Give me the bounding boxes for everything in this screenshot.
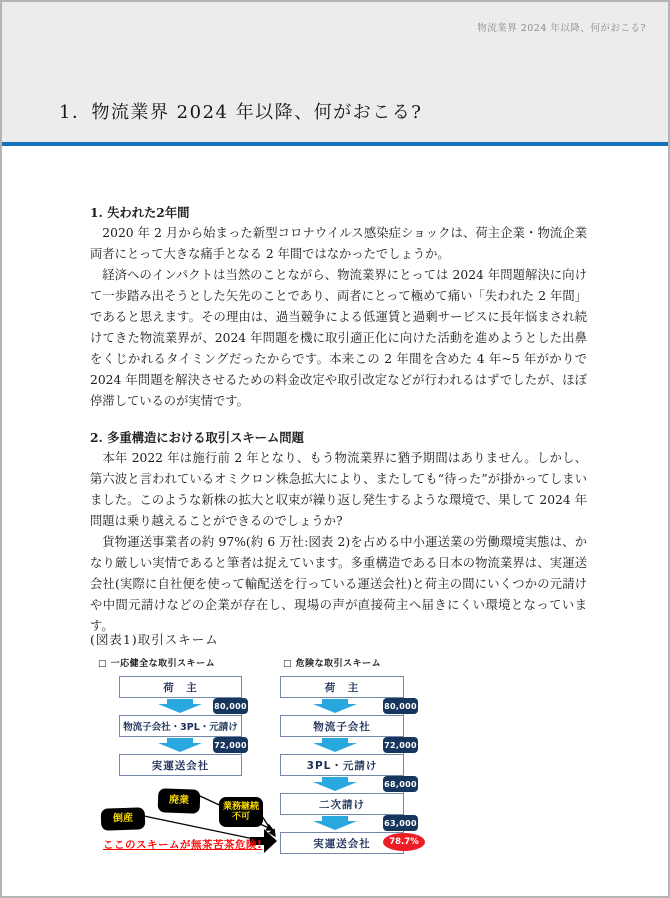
transaction-scheme-diagram [2, 2, 670, 898]
amount-badge: 80,000 [213, 698, 248, 714]
risk-badge-bankruptcy: 倒産 [101, 807, 146, 831]
left-node-shipper: 荷 主 [119, 676, 242, 698]
right-node-shipper: 荷 主 [280, 676, 404, 698]
down-arrow-icon [313, 777, 357, 791]
right-node-3pl-prime: 3PL・元請け [280, 754, 404, 776]
down-arrow-icon [313, 699, 357, 713]
amount-badge: 68,000 [383, 776, 418, 792]
section-2-heading: 2. 多重構造における取引スキーム問題 [90, 430, 304, 445]
down-arrow-icon [158, 699, 202, 713]
section-1-paragraph: 2020 年 2 月から始まった新型コロナウイルス感染症ショックは、荷主企業・物流企業両者にとって大きな痛手となる 2 年間ではなかったでしょうか。 [90, 226, 587, 261]
amount-badge: 72,000 [383, 737, 418, 753]
percent-badge: 78.7% [383, 833, 425, 851]
running-header: 物流業界 2024 年以降、何がおこる? [477, 23, 646, 34]
amount-badge: 63,000 [383, 815, 418, 831]
section-1-paragraph: 経済へのインパクトは当然のことながら、物流業界にとっては 2024 年問題解決に向けて一歩踏み出そうとした矢先のことであり、両者にとって極めて痛い「失われた 2 年間」であると思えます。その理由は、過当競争による低運賃と過剰サービスに長年悩まされ続けてきた物流業界が、2024 年問題を機に取引適正化に向けた活動を進めようとした出鼻をくじかれるタイミングだったからです。本来この 2 年間を含めた 4 年~5 年がかりで 2024 年問題を解決させるための料金改定や取引改定などが行われるはずでしたが、ほぼ停滞しているのが実情です。 [90, 268, 587, 408]
down-arrow-icon [313, 816, 357, 830]
right-node-second-tier: 二次請け [280, 793, 404, 815]
right-scheme-header: □ 危険な取引スキーム [283, 659, 382, 669]
left-node-subsidiary-3pl: 物流子会社・3PL・元請け [119, 715, 242, 737]
right-node-actual-carrier: 実運送会社 [280, 832, 404, 854]
left-node-actual-carrier: 実運送会社 [119, 754, 242, 776]
down-arrow-icon [158, 738, 202, 752]
section-1-heading: 1. 失われた2年間 [90, 205, 190, 220]
risk-badge-cannot-continue: 業務継続不可 [219, 797, 263, 827]
warning-text: ここのスキームが無茶苦茶危険! [103, 839, 263, 851]
left-scheme-header: □ 一応健全な取引スキーム [98, 659, 216, 669]
risk-badge-closure: 廃業 [158, 788, 201, 813]
section-2-paragraph: 貨物運送事業者の約 97%(約 6 万社:図表 2)を占める中小運送業の労働環境実態は、かなり厳しい実情であると筆者は捉えています。多重構造である日本の物流業界は、実運送会社(実際に自社便を使って輸配送を行っている運送会社)と荷主の間にいくつかの元請けや中間元請けなどの企業が存在し、現場の声が直接荷主へ届きにくい環境となっています。 [90, 535, 587, 633]
amount-badge: 80,000 [383, 698, 418, 714]
right-node-subsidiary: 物流子会社 [280, 715, 404, 737]
section-2-paragraph: 本年 2022 年は施行前 2 年となり、もう物流業界に猶予期間はありません。しかし、第六波と言われているオミクロン株急拡大により、またしても“待った”が掛かってしまいました。このような新株の拡大と収束が繰り返し発生するような環境で、果して 2024 年問題は乗り越えることができるのでしょうか? [90, 451, 587, 528]
down-arrow-icon [313, 738, 357, 752]
figure-caption: (図表1)取引スキーム [90, 632, 219, 647]
amount-badge: 72,000 [213, 737, 248, 753]
page-title: 1．物流業界 2024 年以降、何がおこる? [59, 102, 423, 124]
